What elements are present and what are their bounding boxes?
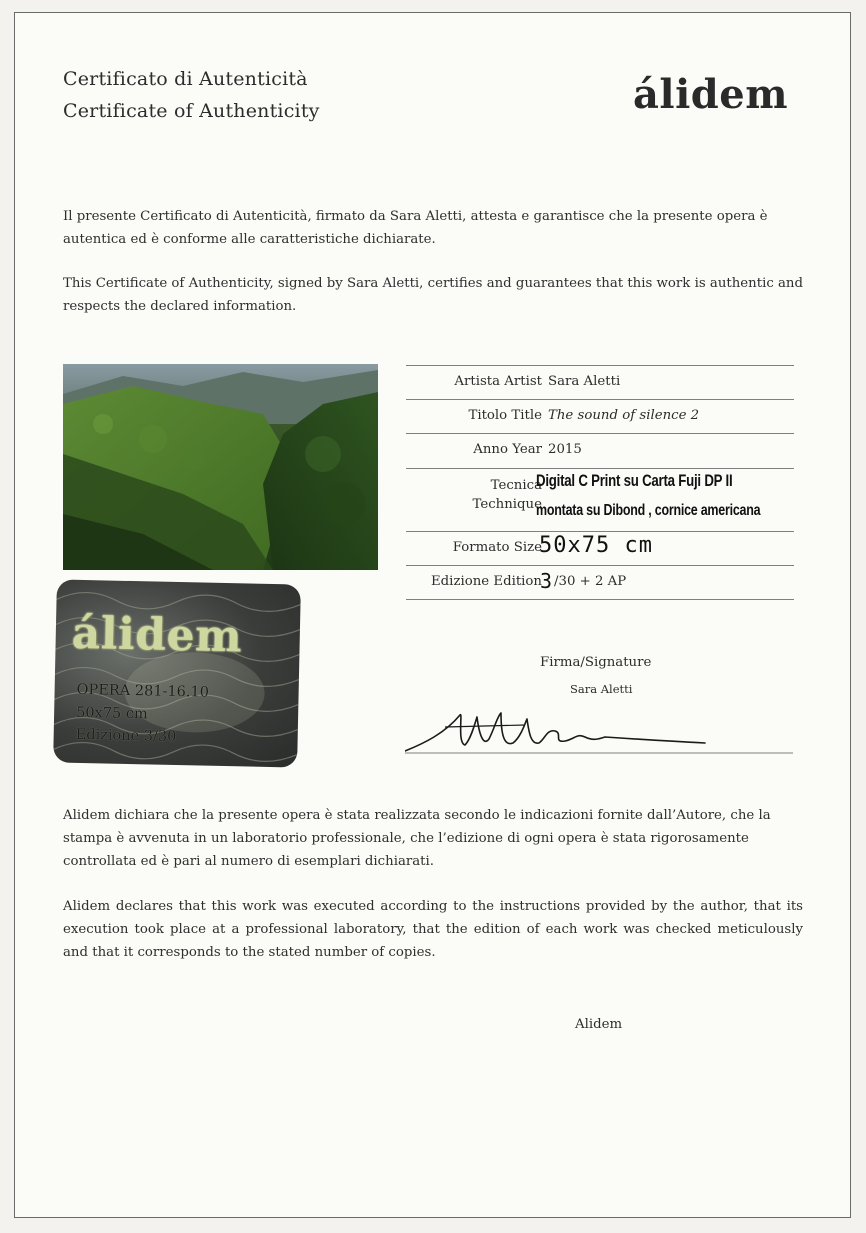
hologram-edition: Edizione 3/30 xyxy=(75,726,177,745)
size-value-handwritten: 50x75 cm xyxy=(539,533,653,558)
table-rule xyxy=(406,599,794,600)
signature-name: Sara Aletti xyxy=(570,682,633,696)
title-italian: Certificato di Autenticità xyxy=(63,68,308,90)
issuer-name: Alidem xyxy=(575,1017,623,1032)
year-label: Anno Year xyxy=(473,442,542,457)
hologram-size: 50x75 cm xyxy=(75,704,148,723)
table-rule xyxy=(406,433,794,434)
table-rule xyxy=(406,531,794,532)
title-label: Titolo Title xyxy=(468,408,542,423)
table-rule xyxy=(406,468,794,469)
artist-label: Artista Artist xyxy=(454,374,542,389)
statement-italian: Alidem dichiara che la presente opera è stata realizzata secondo le indicazioni fornite dall’Autore, che la stampa è avvenuta in un laboratorio professionale, che l’edizione di ogni opera è stata rigorosamente controllata ed è pari al numero di esemplari dichiarati. xyxy=(63,808,771,869)
table-rule xyxy=(406,565,794,566)
table-rule xyxy=(406,399,794,400)
title-value: The sound of silence 2 xyxy=(548,408,700,423)
artist-value: Sara Aletti xyxy=(548,374,621,389)
intro-english: This Certificate of Authenticity, signed by Sara Aletti, certifies and guarantees that this work is authentic and respects the declared information. xyxy=(63,276,803,314)
size-label: Formato Size xyxy=(452,540,542,555)
title-english: Certificate of Authenticity xyxy=(63,100,320,122)
intro-italian: Il presente Certificato di Autenticità, firmato da Sara Aletti, attesta e garantisce che la presente opera è autentica ed è conforme alle caratteristiche dichiarate. xyxy=(63,209,768,247)
signature-label: Firma/Signature xyxy=(540,655,652,670)
table-rule xyxy=(406,365,794,366)
year-value: 2015 xyxy=(548,442,582,457)
edition-label: Edizione Edition xyxy=(430,574,542,589)
hologram-serial: OPERA 281-16.10 xyxy=(76,681,210,701)
edition-number-handwritten: 3 xyxy=(540,569,553,593)
certificate-sheet xyxy=(14,12,851,1218)
edition-total: /30 + 2 AP xyxy=(554,574,627,589)
hologram-sticker xyxy=(53,579,301,767)
technique-label-en: Technique xyxy=(472,497,542,512)
statement-english: Alidem declares that this work was executed according to the instructions provided by the author, that its execution took place at a professional laboratory, that the edition of each work was checked meticulously and that it corresponds to the stated number of copies. xyxy=(63,899,803,960)
technique-stamp-line2: montata su Dibond , cornice americana xyxy=(536,502,761,519)
technique-label-it: Tecnica xyxy=(490,478,542,493)
alidem-logo: álidem xyxy=(633,71,789,118)
artwork-photo xyxy=(63,364,378,570)
technique-stamp-line1: Digital C Print su Carta Fuji DP II xyxy=(536,471,733,490)
handwritten-signature xyxy=(405,703,795,763)
hologram-brand: álidem xyxy=(71,607,243,663)
